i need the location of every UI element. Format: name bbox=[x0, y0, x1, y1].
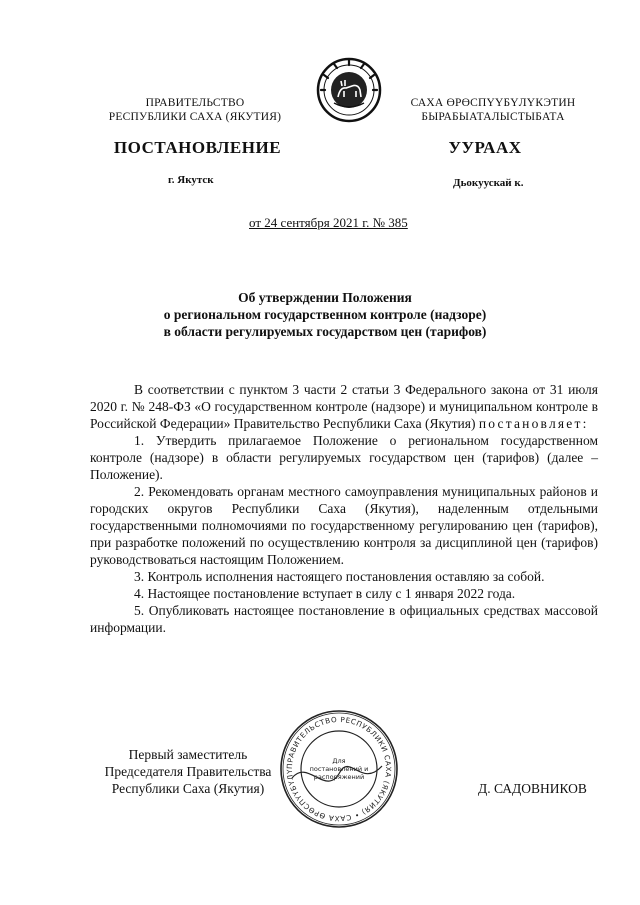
stamp-inner-line3: распоряжений bbox=[313, 773, 365, 781]
signatory-position-line1: Первый заместитель bbox=[128, 747, 248, 762]
signatory-position-line2: Председателя Правительства bbox=[104, 764, 272, 779]
preamble-resolve: постановляет: bbox=[478, 416, 589, 431]
preamble-text: В соответствии с пунктом 3 части 2 статьи 3 Федерального закона от 31 июля 2020 г. № 248-ФЗ «О государственном контроле (надзоре) и муниципальном контроле в Российской Федерации» Правительство Республики Саха (Якутия) bbox=[90, 382, 598, 431]
document-title-line2: о региональном государственном контроле (надзоре) bbox=[163, 307, 487, 322]
stamp-ring-text: ПРАВИТЕЛЬСТВО РЕСПУБЛИКИ САХА (ЯКУТИЯ) • САХА ӨРӨСПҮҮБҮЛҮ bbox=[284, 714, 394, 824]
header-left bbox=[95, 96, 295, 124]
item-paragraph: 4. Настоящее постановление вступает в силу с 1 января 2022 года. bbox=[134, 586, 516, 601]
document-body bbox=[90, 381, 598, 636]
document-title-line1: Об утверждении Положения bbox=[238, 290, 412, 305]
city-sah: Дьокуускай к. bbox=[453, 177, 524, 189]
header-right-line2: БЫРАБЫАТАЛЫСТЫБАТА bbox=[421, 111, 565, 123]
document-title-line3: в области регулируемых государством цен (тарифов) bbox=[163, 324, 487, 339]
doc-type-sah: УУРААХ bbox=[448, 138, 522, 157]
document-date-number: от 24 сентября 2021 г. № 385 bbox=[249, 215, 408, 230]
official-stamp-icon bbox=[278, 708, 400, 830]
stamp-inner-line2: постановлений и bbox=[309, 765, 369, 773]
header-right-line1: САХА ӨРӨСПҮҮБҮЛҮКЭТИН bbox=[410, 97, 576, 109]
preamble-paragraph bbox=[90, 381, 598, 432]
item-paragraph: 1. Утвердить прилагаемое Положение о региональном государственном контроле (надзоре) в области регулируемых государством цен (тарифов) (далее – Положение). bbox=[90, 433, 598, 482]
stamp-inner-line1: Для bbox=[332, 757, 346, 765]
city-ru: г. Якутск bbox=[168, 174, 214, 186]
signatory-position-line3: Республики Саха (Якутия) bbox=[111, 781, 265, 796]
coat-of-arms-icon bbox=[316, 57, 382, 123]
item-paragraph: 3. Контроль исполнения настоящего постановления оставляю за собой. bbox=[134, 569, 545, 584]
doc-type-ru: ПОСТАНОВЛЕНИЕ bbox=[113, 138, 282, 157]
item-paragraph: 5. Опубликовать настоящее постановление в официальных средствах массовой информации. bbox=[90, 603, 598, 635]
header-right bbox=[388, 96, 598, 124]
item-paragraph: 2. Рекомендовать органам местного самоуправления муниципальных районов и городских округов Республики Саха (Якутия), наделенным отдельными государственными полномочиями по государственному регулированию цен (тарифов), при разработке положений по осуществлению контроля за дисциплиной цен (тарифов) руководствоваться настоящим Положением. bbox=[90, 484, 598, 567]
signatory-position bbox=[88, 746, 288, 797]
header-left-line2: РЕСПУБЛИКИ САХА (ЯКУТИЯ) bbox=[108, 111, 282, 123]
header-left-line1: ПРАВИТЕЛЬСТВО bbox=[145, 97, 245, 109]
document-title bbox=[130, 289, 520, 340]
signatory-name: Д. САДОВНИКОВ bbox=[478, 781, 587, 796]
